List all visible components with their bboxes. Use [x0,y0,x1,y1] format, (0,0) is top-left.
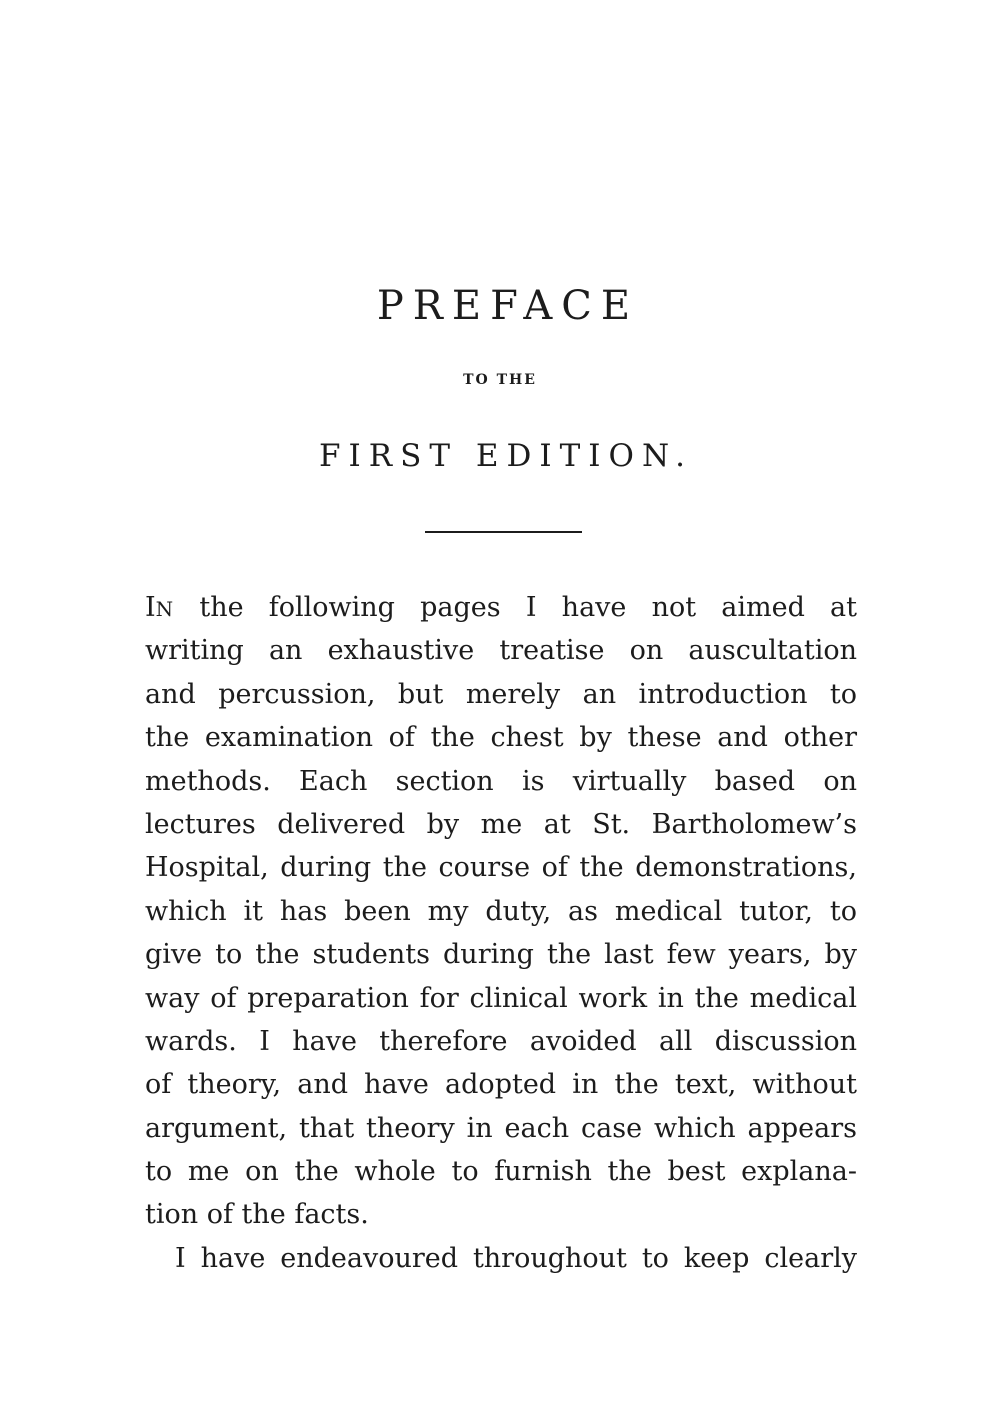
text-line: I have endeavoured throughout to keep clearly [175,1242,857,1274]
text-line: the examination of the chest by these and other [145,722,857,754]
text-line: way of preparation for clinical work in the medical [145,982,857,1014]
paragraph-1 [145,586,857,1237]
page-title: PREFACE [376,283,640,329]
text-line: give to the students during the last few years, by [145,939,857,971]
text-line: lectures delivered by me at St. Bartholomew’s [145,808,857,840]
text-line: writing an exhaustive treatise on auscultation [145,635,857,667]
body-text [145,586,857,1280]
text-line: to me on the whole to furnish the best explana- [145,1156,857,1188]
text-line: tion of the facts. [145,1199,369,1231]
text-line: of theory, and have adopted in the text, without [145,1069,857,1101]
text-line: methods. Each section is virtually based on [145,765,857,797]
text-line: wards. I have therefore avoided all discussion [145,1025,857,1057]
text-line: Hospital, during the course of the demonstrations, [145,852,857,884]
text-line [145,586,857,629]
text-line: which it has been my duty, as medical tutor, to [145,895,857,927]
divider-rule [425,531,582,533]
text-line: and percussion, but merely an introduction to [145,678,857,710]
text-line-content: the following pages I have not aimed at [174,592,857,623]
text-line: argument, that theory in each case which appears [145,1112,857,1144]
title-connector: TO THE [463,372,537,388]
dropcap-rest: N [155,597,175,621]
edition-heading: FIRST EDITION. [319,438,693,474]
dropcap-initial: I [145,592,156,623]
paragraph-2 [145,1237,857,1280]
